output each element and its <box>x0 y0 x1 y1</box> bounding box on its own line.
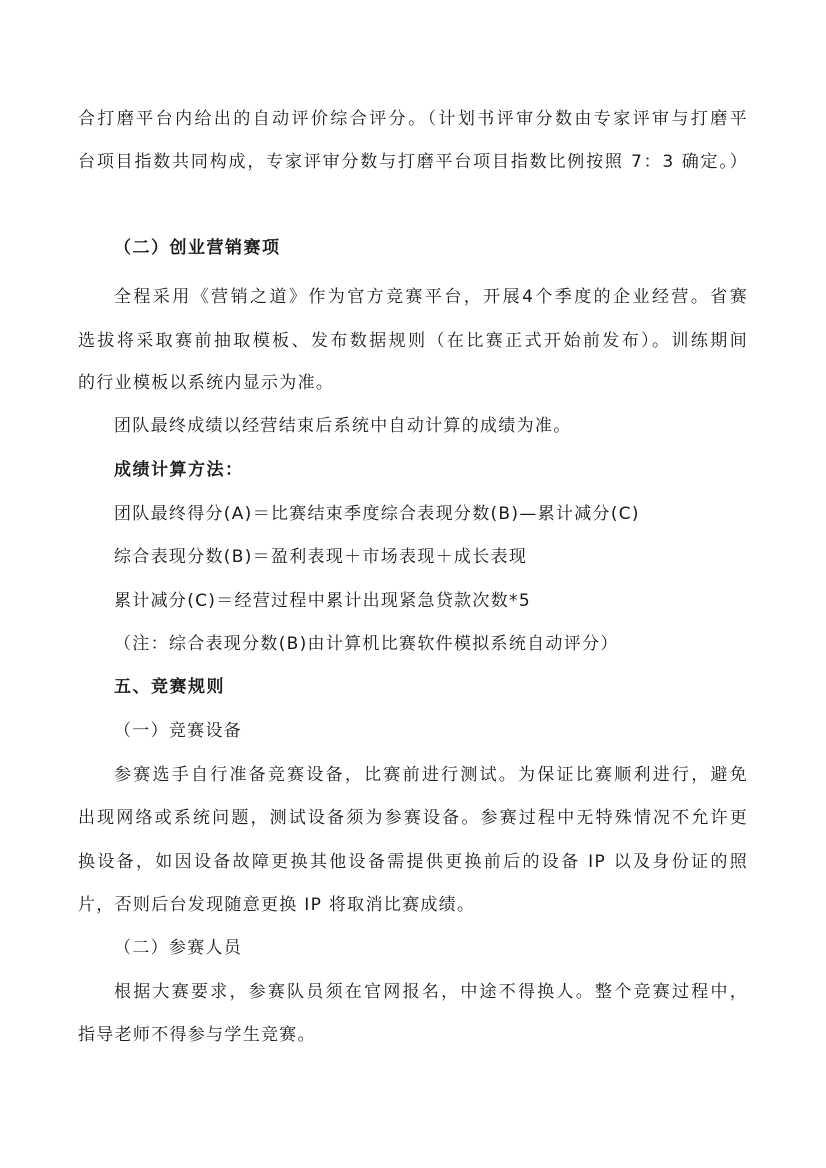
marketing-paragraph-line-1: 全程采用《营销之道》作为官方竞赛平台，开展4个季度的企业经营。省赛 <box>114 287 748 307</box>
marketing-paragraph-line-3: 的行业模板以系统内显示为准。 <box>78 373 335 393</box>
marketing-paragraph-line-2: 选拔将采取赛前抽取模板、发布数据规则（在比赛正式开始前发布）。训练期间 <box>78 331 748 351</box>
subheading-participants: （二）参赛人员 <box>114 938 243 958</box>
equipment-paragraph-line-4: 片，否则后台发现随意更换 IP 将取消比赛成绩。 <box>78 895 476 915</box>
section-heading-rules: 五、竞赛规则 <box>114 677 225 697</box>
formula-overall-performance: 综合表现分数(B)＝盈利表现＋市场表现＋成长表现 <box>114 547 528 567</box>
score-paragraph-line-2: 台项目指数共同构成，专家评审分数与打磨平台项目指数比例按照 7：3 确定。） <box>78 152 748 172</box>
participants-paragraph-line-1: 根据大赛要求，参赛队员须在官网报名，中途不得换人。整个竞赛过程中， <box>114 982 748 1002</box>
subheading-equipment: （一）竞赛设备 <box>114 721 243 741</box>
score-paragraph-line-1: 合打磨平台内给出的自动评价综合评分。（计划书评审分数由专家评审与打磨平 <box>78 109 748 129</box>
formula-final-score: 团队最终得分(A)＝比赛结束季度综合表现分数(B)—累计减分(C) <box>114 504 640 524</box>
section-heading-marketing: （二）创业营销赛项 <box>114 238 281 258</box>
marketing-result-paragraph: 团队最终成绩以经营结束后系统中自动计算的成绩为准。 <box>114 416 572 436</box>
equipment-paragraph-line-3: 换设备，如因设备故障更换其他设备需提供更换前后的设备 IP 以及身份证的照 <box>78 852 748 872</box>
equipment-paragraph-line-1: 参赛选手自行准备竞赛设备，比赛前进行测试。为保证比赛顺利进行，避免 <box>114 765 748 785</box>
calc-method-heading: 成绩计算方法： <box>114 460 244 480</box>
participants-paragraph-line-2: 指导老师不得参与学生竞赛。 <box>78 1025 316 1045</box>
equipment-paragraph-line-2: 出现网络或系统问题，测试设备须为参赛设备。参赛过程中无特殊情况不允许更 <box>78 808 748 828</box>
formula-note: （注：综合表现分数(B)由计算机比赛软件模拟系统自动评分） <box>114 634 619 654</box>
formula-cumulative-deduction: 累计减分(C)＝经营过程中累计出现紧急贷款次数*5 <box>114 591 531 611</box>
